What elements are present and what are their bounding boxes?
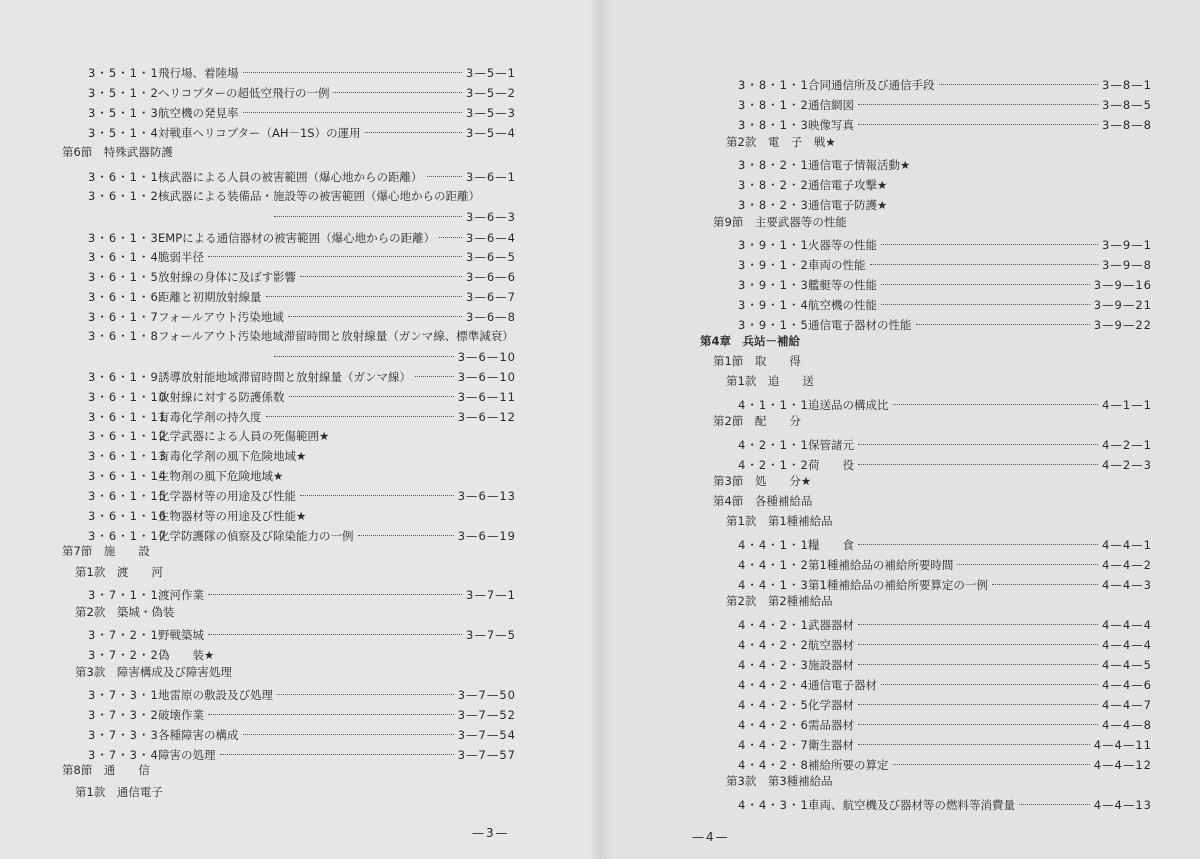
- entry-title: 化学器材: [808, 698, 854, 712]
- entry-number: 3・8・1・2: [738, 98, 809, 112]
- entry-title: 通信電子器材の性能: [808, 318, 912, 332]
- entry-number: 3・6・1・17: [88, 529, 168, 543]
- entry-page: 4—4—11: [1093, 738, 1152, 752]
- leader-dots: [893, 404, 1099, 405]
- leader-dots: [858, 104, 1098, 105]
- entry-title: 武器器材: [808, 618, 854, 632]
- entry-title: 通信電子攻撃★: [808, 178, 888, 192]
- toc-heading: [726, 133, 836, 151]
- entry-page: 3—6—13: [457, 489, 516, 503]
- entry-title: 火器等の性能: [808, 238, 877, 252]
- leader-dots: [858, 664, 1098, 665]
- heading-text: 第1款 渡 河: [75, 565, 163, 579]
- entry-number: 3・7・3・2: [88, 708, 159, 722]
- heading-text: 第2款 築城・偽装: [75, 605, 175, 619]
- toc-entry: [738, 196, 887, 214]
- toc-entry: [738, 676, 1152, 694]
- entry-title: 施設器材: [808, 658, 854, 672]
- toc-entry: [738, 256, 1152, 274]
- entry-number: 3・6・1・15: [88, 489, 168, 503]
- entry-number: 4・4・3・1: [738, 798, 809, 812]
- leader-dots: [881, 244, 1098, 245]
- entry-title: 荷 役: [808, 458, 854, 472]
- entry-number: 3・7・1・1: [88, 588, 159, 602]
- leader-dots: [870, 264, 1099, 265]
- entry-page: 4—4—8: [1102, 718, 1152, 732]
- entry-page: 4—2—3: [1102, 458, 1152, 472]
- leader-dots: [916, 324, 1090, 325]
- toc-entry: [738, 96, 1152, 114]
- entry-number: 4・4・2・8: [738, 758, 809, 772]
- entry-page: 3—5—2: [466, 86, 516, 100]
- toc-heading: [726, 592, 833, 610]
- heading-text: 第8節 通 信: [62, 763, 150, 777]
- entry-title: フォールアウト汚染地域滞留時間と放射線量（ガンマ線、標準減衰）: [158, 329, 514, 343]
- leader-dots: [858, 704, 1098, 705]
- entry-title: 脆弱半径: [158, 250, 204, 264]
- entry-title: EMPによる通信器材の被害範囲（爆心地からの距離）: [158, 231, 436, 245]
- entry-title: 地雷原の敷設及び処理: [158, 688, 273, 702]
- heading-text: 第6節 特殊武器防護: [62, 145, 173, 159]
- entry-page: 3—9—21: [1093, 298, 1152, 312]
- entry-page: 3—6—10: [457, 350, 516, 364]
- leader-dots: [858, 464, 1098, 465]
- entry-number: 3・6・1・9: [88, 370, 159, 384]
- entry-page: 4—4—5: [1102, 658, 1152, 672]
- toc-entry: [738, 296, 1152, 314]
- toc-entry: [738, 796, 1152, 814]
- entry-number: 3・5・1・3: [88, 106, 159, 120]
- entry-page: 3—8—5: [1102, 98, 1152, 112]
- entry-title: ヘリコプターの超低空飛行の一例: [158, 86, 330, 100]
- leader-dots: [992, 584, 1098, 585]
- entry-number: 3・6・1・11: [88, 410, 168, 424]
- entry-number: 4・4・2・5: [738, 698, 809, 712]
- leader-dots: [1019, 804, 1090, 805]
- leader-dots: [893, 764, 1090, 765]
- entry-page: 3—9—22: [1093, 318, 1152, 332]
- entry-title: 各種障害の構成: [158, 728, 239, 742]
- entry-title: 有毒化学剤の持久度: [158, 410, 262, 424]
- toc-entry: [738, 236, 1152, 254]
- entry-title: 合同通信所及び通信手段: [808, 78, 935, 92]
- entry-number: 3・5・1・2: [88, 86, 159, 100]
- toc-heading: [713, 492, 812, 510]
- entry-number: 4・2・1・2: [738, 458, 809, 472]
- entry-title: 映像写真: [808, 118, 854, 132]
- entry-page: 4—4—7: [1102, 698, 1152, 712]
- entry-page: 3—6—1: [466, 170, 516, 184]
- entry-page: 3—7—5: [466, 628, 516, 642]
- toc-entry: [738, 176, 887, 194]
- entry-number: 3・6・1・3: [88, 231, 159, 245]
- leader-dots: [957, 564, 1098, 565]
- entry-page: 3—9—8: [1102, 258, 1152, 272]
- entry-number: 3・5・1・4: [88, 126, 159, 140]
- entry-title: 通信電子情報活動★: [808, 158, 911, 172]
- entry-page: 4—4—1: [1102, 538, 1152, 552]
- heading-text: 第3款 第3種補給品: [726, 774, 833, 788]
- toc-entry: [738, 636, 1152, 654]
- entry-number: 4・4・1・1: [738, 538, 809, 552]
- entry-page: 3—6—4: [466, 231, 516, 245]
- entry-number: 4・4・2・7: [738, 738, 809, 752]
- entry-page: 4—4—13: [1093, 798, 1152, 812]
- toc-entry: [738, 316, 1152, 334]
- heading-text: 第3節 処 分★: [713, 474, 812, 488]
- entry-page: 3—6—6: [466, 270, 516, 284]
- entry-title: 需品器材: [808, 718, 854, 732]
- entry-page: 3—6—11: [457, 390, 516, 404]
- entry-title: 車両の性能: [808, 258, 866, 272]
- entry-title: 通信電子防護★: [808, 198, 888, 212]
- entry-number: 3・8・2・3: [738, 198, 809, 212]
- toc-entry: [738, 616, 1152, 634]
- toc-entry: [738, 276, 1152, 294]
- entry-number: 4・2・1・1: [738, 438, 809, 452]
- leader-dots: [858, 624, 1098, 625]
- leader-dots: [881, 684, 1098, 685]
- entry-page: 3—9—1: [1102, 238, 1152, 252]
- entry-number: 3・6・1・7: [88, 310, 159, 324]
- entry-title: 艦艇等の性能: [808, 278, 877, 292]
- leader-dots: [881, 304, 1090, 305]
- entry-title: 放射線の身体に及ぼす影響: [158, 270, 296, 284]
- entry-title: 核武器による人員の被害範囲（爆心地からの距離）: [158, 170, 423, 184]
- entry-title: 航空機の性能: [808, 298, 877, 312]
- entry-page: 4—2—1: [1102, 438, 1152, 452]
- entry-page: 3—5—4: [466, 126, 516, 140]
- entry-page: 3—6—12: [457, 410, 516, 424]
- entry-number: 3・9・1・2: [738, 258, 809, 272]
- entry-number: 3・9・1・3: [738, 278, 809, 292]
- heading-text: 第4章 兵站－補給: [700, 334, 801, 348]
- leader-dots: [858, 544, 1098, 545]
- leader-dots: [858, 124, 1098, 125]
- toc-entry: [738, 736, 1152, 754]
- entry-number: 3・6・1・16: [88, 509, 168, 523]
- entry-number: 4・4・1・3: [738, 578, 809, 592]
- entry-number: 3・7・3・3: [88, 728, 159, 742]
- entry-page: 3—5—3: [466, 106, 516, 120]
- entry-page: 3—7—1: [466, 588, 516, 602]
- entry-number: 3・6・1・1: [88, 170, 159, 184]
- leader-dots: [939, 84, 1099, 85]
- heading-text: 第1節 取 得: [713, 354, 801, 368]
- entry-page: 3—7—54: [457, 728, 516, 742]
- entry-title: 化学防護隊の偵察及び除染能力の一例: [158, 529, 354, 543]
- entry-title: 対戦車ヘリコプター（AH－1S）の運用: [158, 126, 361, 140]
- entry-page: 3—7—57: [457, 748, 516, 762]
- entry-page: 3—6—19: [457, 529, 516, 543]
- entry-number: 3・8・2・1: [738, 158, 809, 172]
- entry-number: 3・6・1・6: [88, 290, 159, 304]
- heading-text: 第3款 障害構成及び障害処理: [75, 665, 232, 679]
- heading-text: 第2款 電 子 戦★: [726, 135, 836, 149]
- entry-number: 4・4・2・4: [738, 678, 809, 692]
- entry-page: 3—6—8: [466, 310, 516, 324]
- page-number-right: —4—: [692, 830, 730, 844]
- entry-title: 追送品の構成比: [808, 398, 889, 412]
- entry-page: 3—9—16: [1093, 278, 1152, 292]
- toc-heading: [726, 512, 833, 530]
- entry-title: 生物剤の風下危険地域★: [158, 469, 284, 483]
- entry-title: 渡河作業: [158, 588, 204, 602]
- entry-title: 車両、航空機及び器材等の燃料等消費量: [808, 798, 1015, 812]
- entry-title: 障害の処理: [158, 748, 216, 762]
- entry-number: 3・9・1・4: [738, 298, 809, 312]
- toc-entry: [738, 656, 1152, 674]
- entry-number: 4・4・2・2: [738, 638, 809, 652]
- entry-number: 4・4・2・1: [738, 618, 809, 632]
- entry-title: 保管諸元: [808, 438, 854, 452]
- entry-title: フォールアウト汚染地域: [158, 310, 284, 324]
- entry-number: 3・6・1・13: [88, 449, 168, 463]
- entry-title: 核武器による装備品・施設等の被害範囲（爆心地からの距離）: [158, 189, 480, 203]
- entry-title: 有毒化学剤の風下危険地域★: [158, 449, 307, 463]
- heading-text: 第7節 施 設: [62, 544, 150, 558]
- entry-number: 3・6・1・5: [88, 270, 159, 284]
- entry-title: 化学武器による人員の死傷範囲★: [158, 429, 330, 443]
- toc-heading: [726, 372, 814, 390]
- toc-heading: [713, 213, 847, 231]
- entry-title: 距離と初期放射線量: [158, 290, 262, 304]
- heading-text: 第2節 配 分: [713, 414, 801, 428]
- leader-dots: [858, 444, 1098, 445]
- toc-entry: [738, 556, 1152, 574]
- entry-page: 3—6—10: [457, 370, 516, 384]
- entry-title: 通信網図: [808, 98, 854, 112]
- entry-title: 生物器材等の用途及び性能★: [158, 509, 307, 523]
- entry-title: 偽 装★: [158, 648, 215, 662]
- toc-heading: [713, 472, 811, 490]
- toc-entry: [738, 696, 1152, 714]
- entry-number: 3・7・3・4: [88, 748, 159, 762]
- entry-number: 3・7・2・2: [88, 648, 159, 662]
- entry-title: 航空器材: [808, 638, 854, 652]
- entry-number: 3・9・1・5: [738, 318, 809, 332]
- heading-text: 第4節 各種補給品: [713, 494, 813, 508]
- toc-heading: [700, 332, 800, 350]
- entry-page: 3—8—1: [1102, 78, 1152, 92]
- entry-page: 4—4—6: [1102, 678, 1152, 692]
- entry-page: 3—8—8: [1102, 118, 1152, 132]
- entry-page: 3—6—7: [466, 290, 516, 304]
- entry-number: 3・7・3・1: [88, 688, 159, 702]
- entry-title: 衛生器材: [808, 738, 854, 752]
- entry-title: 通信電子器材: [808, 678, 877, 692]
- entry-page: 3—5—1: [466, 66, 516, 80]
- toc-entry: [738, 536, 1152, 554]
- entry-number: 3・8・2・2: [738, 178, 809, 192]
- entry-number: 4・1・1・1: [738, 398, 809, 412]
- entry-page: 3—6—5: [466, 250, 516, 264]
- entry-number: 3・7・2・1: [88, 628, 159, 642]
- entry-title: 化学器材等の用途及び性能: [158, 489, 296, 503]
- heading-text: 第1款 第1種補給品: [726, 514, 833, 528]
- entry-title: 第1種補給品の補給所要算定の一例: [808, 578, 988, 592]
- heading-text: 第9節 主要武器等の性能: [713, 215, 847, 229]
- entry-title: 破壊作業: [158, 708, 204, 722]
- leader-dots: [858, 744, 1090, 745]
- toc-heading: [713, 352, 801, 370]
- book-gutter: [588, 0, 612, 859]
- entry-title: 補給所要の算定: [808, 758, 889, 772]
- heading-text: 第1款 追 送: [726, 374, 814, 388]
- entry-page: 4—4—2: [1102, 558, 1152, 572]
- entry-number: 4・4・2・6: [738, 718, 809, 732]
- toc-entry: [738, 436, 1152, 454]
- entry-number: 4・4・2・3: [738, 658, 809, 672]
- entry-number: 3・6・1・4: [88, 250, 159, 264]
- entry-number: 3・9・1・1: [738, 238, 809, 252]
- entry-number: 3・8・1・1: [738, 78, 809, 92]
- entry-number: 3・6・1・10: [88, 390, 168, 404]
- page-number-left: —3—: [472, 826, 510, 840]
- entry-number: 3・6・1・14: [88, 469, 168, 483]
- entry-title: 糧 食: [808, 538, 854, 552]
- entry-number: 3・5・1・1: [88, 66, 159, 80]
- entry-number: 3・6・1・2: [88, 189, 159, 203]
- entry-page: 4—4—3: [1102, 578, 1152, 592]
- entry-title: 放射線に対する防護係数: [158, 390, 285, 404]
- leader-dots: [858, 724, 1098, 725]
- entry-page: 3—7—50: [457, 688, 516, 702]
- entry-number: 3・6・1・12: [88, 429, 168, 443]
- heading-text: 第2款 第2種補給品: [726, 594, 833, 608]
- toc-heading: [713, 412, 801, 430]
- entry-number: 3・6・1・8: [88, 329, 159, 343]
- entry-page: 4—1—1: [1102, 398, 1152, 412]
- entry-title: 航空機の発見率: [158, 106, 239, 120]
- entry-title: 第1種補給品の補給所要時間: [808, 558, 954, 572]
- entry-title: 野戦築城: [158, 628, 204, 642]
- entry-title: 飛行場、着陸場: [158, 66, 239, 80]
- entry-number: 3・8・1・3: [738, 118, 809, 132]
- entry-page: 3—7—52: [457, 708, 516, 722]
- toc-entry: [738, 716, 1152, 734]
- leader-dots: [858, 644, 1098, 645]
- heading-text: 第1款 通信電子: [75, 785, 163, 799]
- entry-page: 4—4—12: [1093, 758, 1152, 772]
- entry-title: 誘導放射能地域滞留時間と放射線量（ガンマ線）: [158, 370, 411, 384]
- toc-heading: [726, 772, 833, 790]
- toc-entry: [738, 156, 910, 174]
- entry-number: 4・4・1・2: [738, 558, 809, 572]
- entry-page: 3—6—3: [466, 210, 516, 224]
- entry-page: 4—4—4: [1102, 618, 1152, 632]
- leader-dots: [881, 284, 1090, 285]
- toc-entry: [738, 116, 1152, 134]
- toc-entry: [738, 76, 1152, 94]
- entry-page: 4—4—4: [1102, 638, 1152, 652]
